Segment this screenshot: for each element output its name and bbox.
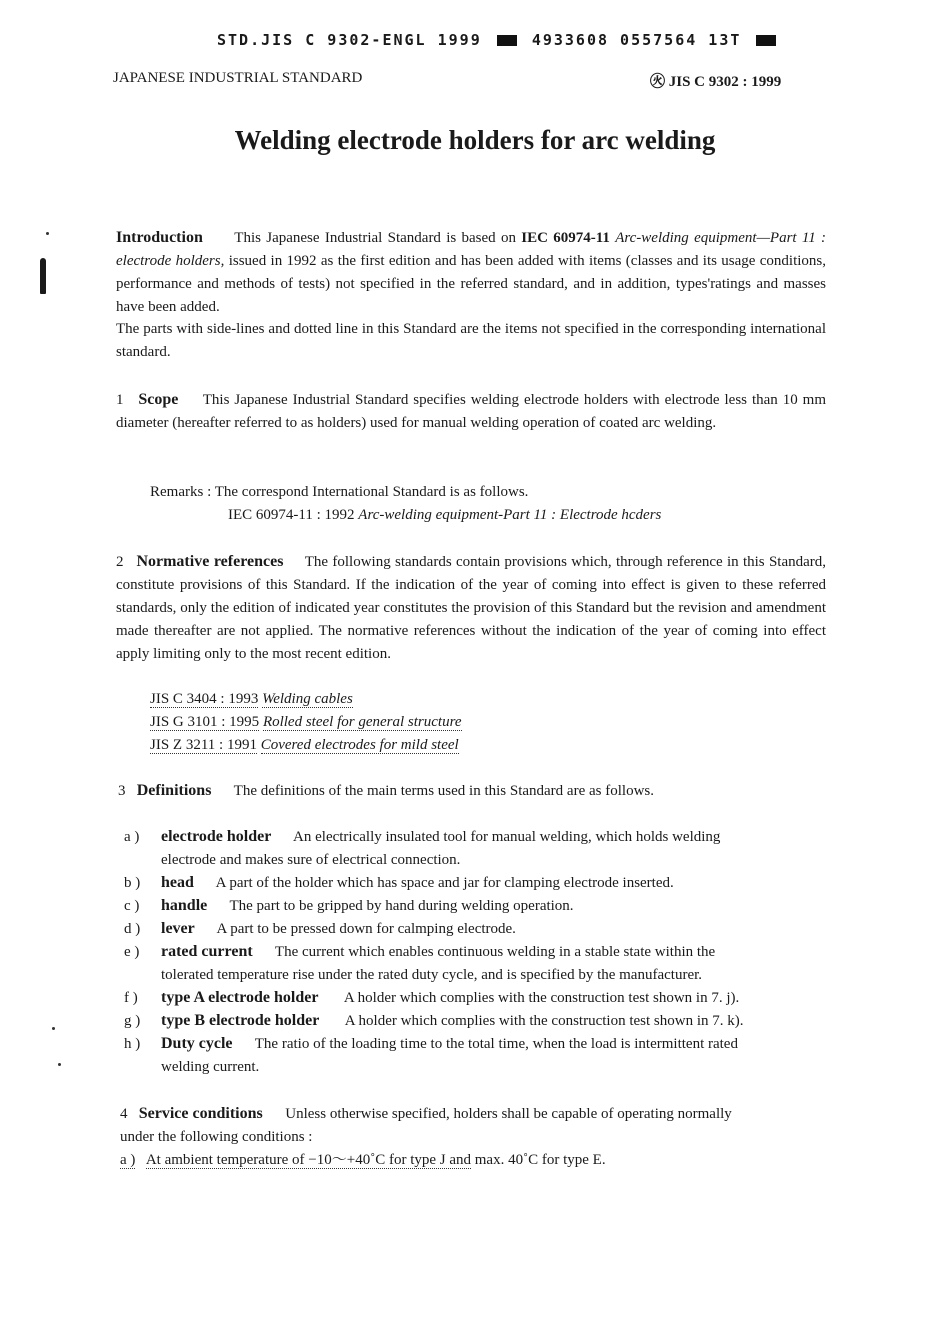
service-heading: Service conditions xyxy=(138,1105,263,1122)
page-title: Welding electrode holders for arc welding xyxy=(234,125,716,155)
introduction-ref: IEC 60974-11 xyxy=(521,230,610,246)
definition-term: rated current xyxy=(161,943,253,960)
definition-term: Duty cycle xyxy=(161,1035,233,1052)
remarks-text: The correspond International Standard is as follows. xyxy=(214,484,529,500)
document-stamp xyxy=(217,31,780,49)
stamp-block-2 xyxy=(756,35,776,46)
definition-item xyxy=(161,896,574,916)
definition-text: The ratio of the loading time to the total time, when the load is intermittent rated xyxy=(254,1036,738,1052)
definition-item xyxy=(161,1011,743,1031)
normative-heading: Normative references xyxy=(136,553,284,570)
introduction-ref-title: Arc-welding equipment—Part 11 : electrode holders, xyxy=(116,230,827,269)
scope-heading: Scope xyxy=(138,391,179,408)
service-heading-line xyxy=(120,1104,732,1124)
service-item xyxy=(120,1150,606,1170)
definition-text: The part to be gripped by hand during welding operation. xyxy=(229,898,574,914)
definition-label: b ) xyxy=(124,875,141,891)
definition-term: handle xyxy=(161,897,208,914)
header-left: JAPANESE INDUSTRIAL STANDARD xyxy=(113,70,363,86)
introduction-paragraph xyxy=(116,226,826,319)
scope-section xyxy=(116,388,826,435)
definition-text: A part of the holder which has space and jar for clamping electrode inserted. xyxy=(215,875,674,891)
definition-text: A holder which complies with the construction test shown in 7. j). xyxy=(343,990,740,1006)
service-item-text-rest: max. 40˚C for type E. xyxy=(474,1152,606,1168)
definition-text: A part to be pressed down for calmping electrode. xyxy=(216,921,516,937)
service-text-cont: under the following conditions : xyxy=(120,1129,313,1145)
service-item-label: a ) xyxy=(120,1152,136,1168)
normative-text: The following standards contain provisions which, through reference in this Standard, constitute provisions of this Standard. If the indication of the year of coming into effect is given to these referred standards, only the edition of indicated year constitutes the provision of this Standard but the revision and amendment made thereafter are not applied. The normative references without the indication of the year of coming into effect apply limiting only to the most recent edition. xyxy=(116,554,827,662)
definition-label: d ) xyxy=(124,921,141,937)
stamp-left: STD.JIS C 9302-ENGL 1999 xyxy=(217,31,482,49)
definition-item xyxy=(161,873,674,893)
definition-text: A holder which complies with the construction test shown in 7. k). xyxy=(344,1013,744,1029)
definition-label: a ) xyxy=(124,829,140,845)
definition-term: electrode holder xyxy=(161,828,272,845)
definition-text-cont: welding current. xyxy=(161,1059,260,1075)
scope-text: This Japanese Industrial Standard specifies welding electrode holders with electrode less than 10 mm diameter (hereafter referred to as holders) used for manual welding operation of coated arc welding. xyxy=(116,392,826,431)
introduction-text-b: issued in 1992 as the first edition and has been added with items (classes and its usage conditions, performance and methods of tests) not specified in the referred standard, and in addition, types'ratings and masses have been added. xyxy=(116,253,827,315)
definition-item xyxy=(161,1034,738,1054)
definitions-heading-line xyxy=(118,781,654,801)
definition-label: f ) xyxy=(124,990,138,1006)
speck-mark xyxy=(58,1063,61,1066)
speck-mark xyxy=(46,232,49,235)
definition-item xyxy=(161,827,720,847)
definition-label: h ) xyxy=(124,1036,141,1052)
normative-ref-item xyxy=(150,735,459,755)
ref-code: JIS G 3101 : 1995 xyxy=(150,714,260,730)
service-item-text: At ambient temperature of −10～+40˚C for type J and xyxy=(145,1152,472,1168)
service-text: Unless otherwise specified, holders shall be capable of operating normally xyxy=(285,1106,732,1122)
header-right: ㊋ JIS C 9302 : 1999 xyxy=(650,74,782,90)
normative-number: 2 xyxy=(116,554,124,570)
introduction-text-a: This Japanese Industrial Standard is based on xyxy=(234,230,516,246)
normative-section xyxy=(116,550,826,666)
ref-code: JIS Z 3211 : 1991 xyxy=(150,737,257,753)
definitions-heading: Definitions xyxy=(136,782,212,799)
ref-title: Covered electrodes for mild steel xyxy=(260,737,459,753)
definition-item xyxy=(161,919,516,939)
remarks-label: Remarks : xyxy=(150,484,212,500)
remarks-ref-code: IEC 60974-11 : 1992 xyxy=(228,507,355,523)
definition-item xyxy=(161,988,739,1008)
remarks-line xyxy=(150,482,528,502)
definition-item xyxy=(161,942,715,962)
stamp-block-1 xyxy=(497,35,517,46)
remarks-ref-title: Arc-welding equipment-Part 11 : Electrode hcders xyxy=(358,507,662,523)
introduction-paragraph-2: The parts with side-lines and dotted line in this Standard are the items not specified in the corresponding international standard. xyxy=(116,321,826,360)
service-number: 4 xyxy=(120,1106,128,1122)
side-line-mark xyxy=(40,258,46,294)
definition-label: c ) xyxy=(124,898,140,914)
definition-text-cont: tolerated temperature rise under the rated duty cycle, and is specified by the manufacturer. xyxy=(161,967,703,983)
ref-title: Rolled steel for general structure xyxy=(262,714,462,730)
ref-code: JIS C 3404 : 1993 xyxy=(150,691,259,707)
definition-text-cont: electrode and makes sure of electrical connection. xyxy=(161,852,461,868)
scope-number: 1 xyxy=(116,392,124,408)
definition-text: The current which enables continuous welding in a stable state within the xyxy=(274,944,716,960)
normative-ref-item xyxy=(150,689,353,709)
introduction-heading: Introduction xyxy=(116,229,203,246)
definitions-intro: The definitions of the main terms used in this Standard are as follows. xyxy=(233,783,654,799)
definition-text: An electrically insulated tool for manual welding, which holds welding xyxy=(293,829,721,845)
definition-label: e ) xyxy=(124,944,140,960)
remarks-reference xyxy=(228,505,661,525)
definitions-number: 3 xyxy=(118,783,126,799)
definition-term: type B electrode holder xyxy=(161,1012,320,1029)
stamp-right: 4933608 0557564 13T xyxy=(531,31,742,49)
definition-term: lever xyxy=(161,920,195,937)
definition-term: head xyxy=(161,874,194,891)
normative-ref-item xyxy=(150,712,462,732)
definition-term: type A electrode holder xyxy=(161,989,319,1006)
definition-label: g ) xyxy=(124,1013,141,1029)
ref-title: Welding cables xyxy=(262,691,353,707)
speck-mark xyxy=(52,1027,55,1030)
